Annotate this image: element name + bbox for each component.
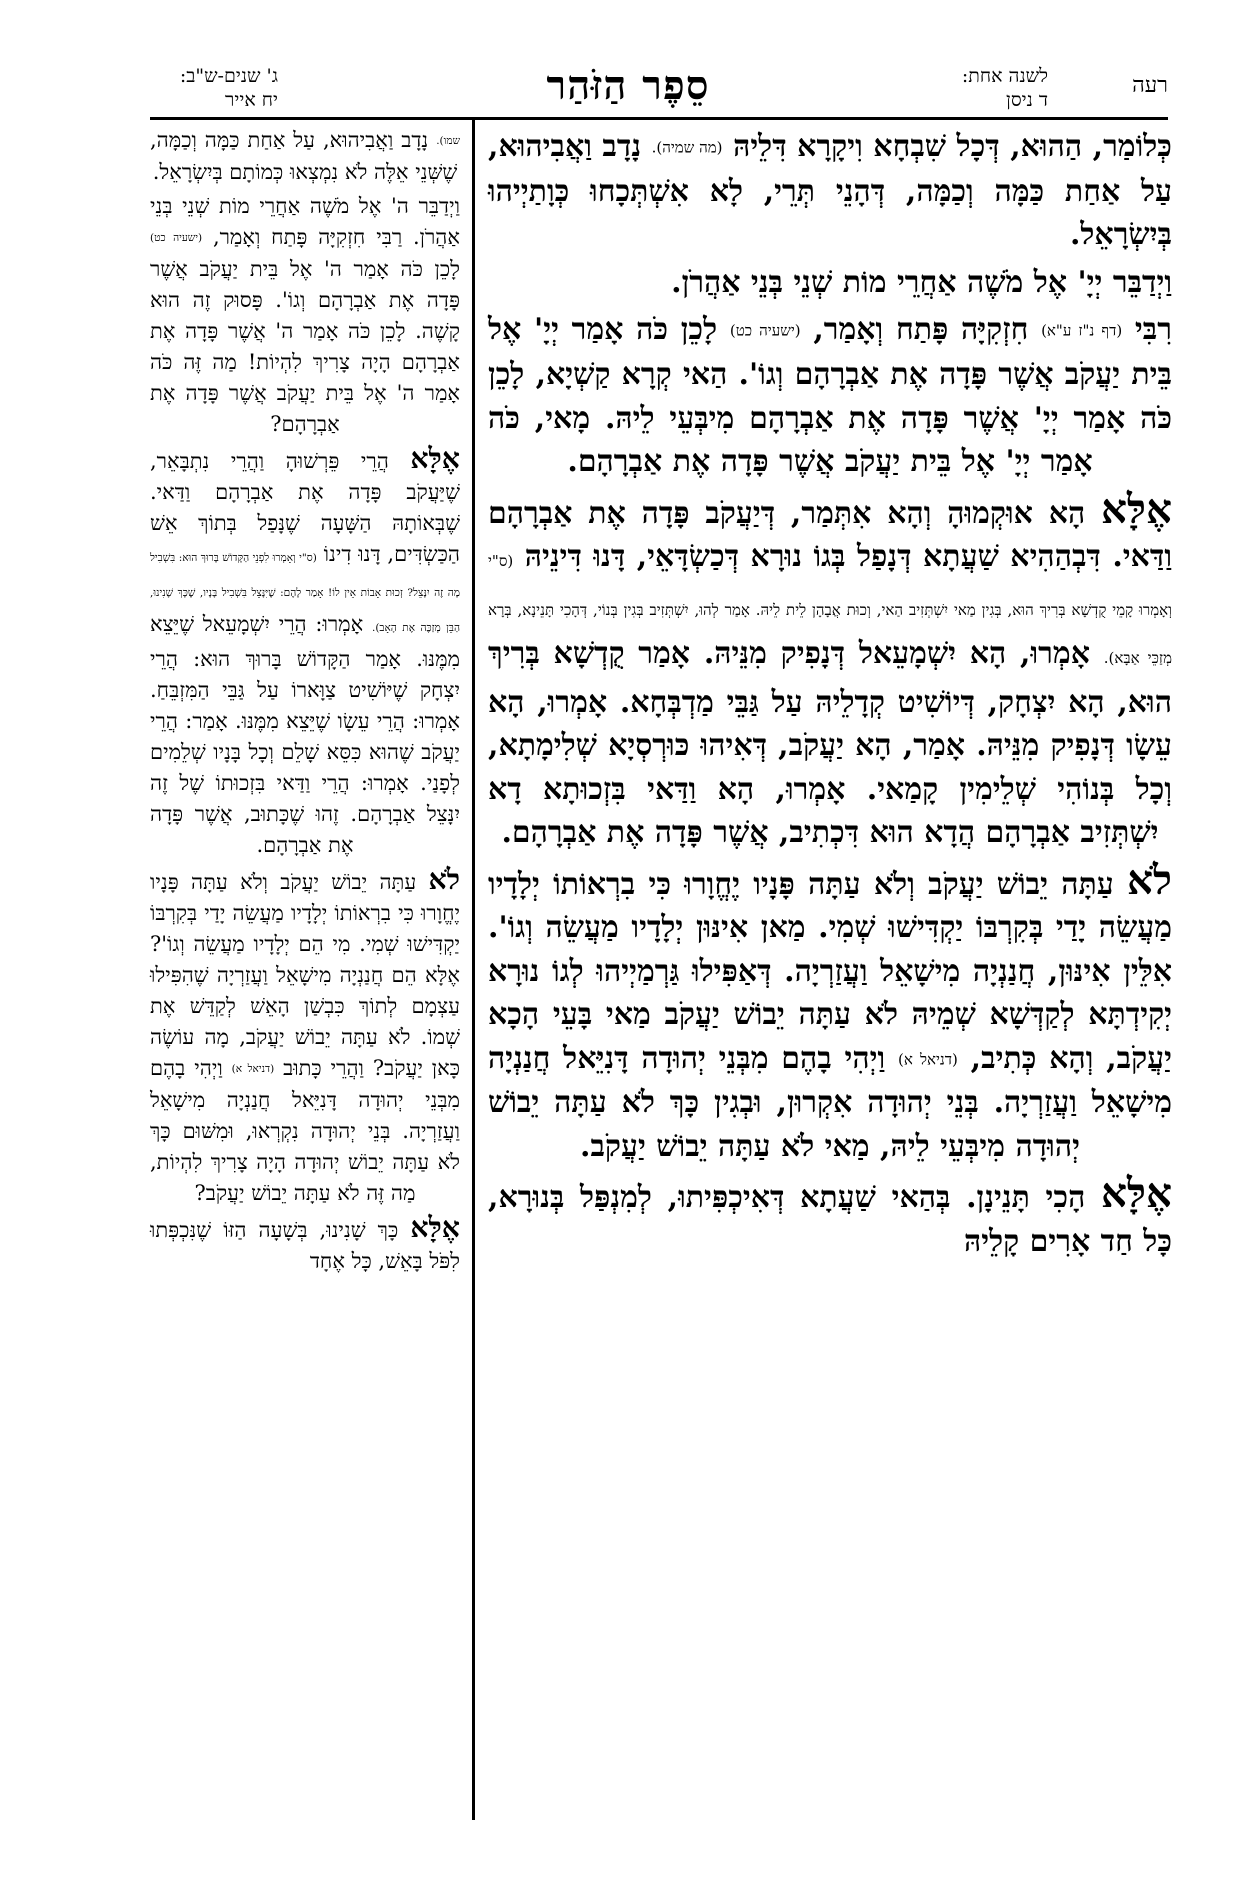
commentary-note: שמו). (436, 135, 460, 147)
opening-word: לֹא (428, 862, 460, 896)
page-reference: (דף נ"ז ע"א) (1041, 321, 1123, 340)
paragraph (150, 443, 460, 861)
opening-word: אֶלָּא (410, 1210, 460, 1244)
verse-source: (דניאל א) (897, 1049, 958, 1068)
paragraph (150, 125, 460, 188)
text: עַתָּה יֵבוֹשׁ יַעֲקֹב וְלֹא עַתָּה פָּנָיו יֶחֱוָרוּ כִּי בִרְאוֹתוֹ יְלָדָיו מַעֲשֵׂה יָדַי בְּקִרְבּוֹ יַקְדִּישׁוּ שְׁמִי. מִי הֵם יְלָדָיו מַעֲשֵׂה וְגוֹ'? אֶלָּא הֵם חֲנַנְיָה מִישָׁאֵל וַעֲזַרְיָה שֶׁהִפִּילוּ עַצְמָם לְתוֹךְ כִּבְשַׁן הָאֵשׁ לְקַדֵּשׁ אֶת שְׁמוֹ. לֹא עַתָּה יֵבוֹשׁ יַעֲקֹב, מָה עוֹשֶׂה כָּאן יַעֲקֹב? וַהֲרֵי כָּתוּב (150, 870, 460, 1080)
text: וַיְהִי בָהֶם מִבְּנֵי יְהוּדָה דָּנִיֵּאל חֲנַנְיָה מִישָׁאֵל וַעֲזַרְיָה. בְּנֵי יְהוּדָה אִקְרוּן, וּבְגִין כָּךְ לֹא עַתָּה יֵבוֹשׁ יְהוּדָה מִיבְּעֵי לֵיהּ, מַאי לֹא עַתָּה יֵבוֹשׁ יַעֲקֹב. (488, 1040, 1172, 1164)
book-title: סֵפֶר הַזֹּהַר (546, 62, 710, 109)
text: כְּלוֹמַר, הַהוּא, דְּכָל שִׁבְחָא וִיקָרָא דִּלֵיהּ (733, 129, 1172, 164)
commentary-note: (ס"י וְאָמְרוּ קָמֵי קֻדְשָׁא בְּרִיךְ הוּא, בְּגִין מַאי יִשְׁתְּזִיב הַאי, וְכוּת אֲבָהָן לֵית לֵיהּ. אָמַר לְהוּ, יִשְׁתְּזִיב בְּגִין בְּנוֹי, דְּהָכִי תָּנֵינָא, בְּרָא מְזַכֵּי אַבָּא). (488, 552, 1172, 667)
text: אָמְרוּ: הֲרֵי יִשְׁמָעֵאל שֶׁיֵּצֵא מִמֶּנּוּ. אָמַר הַקָּדוֹשׁ בָּרוּךְ הוּא: הֲרֵי יִצְחָק שֶׁיּוֹשִׁיט צַוָּארוֹ עַל גַּבֵּי הַמִּזְבֵּחַ. אָמְרוּ: הֲרֵי עֵשָׂו שֶׁיֵּצֵא מִמֶּנּוּ. אָמַר: הֲרֵי יַעֲקֹב שֶׁהוּא כִּסֵּא שָׁלֵם וְכָל בָּנָיו שְׁלֵמִים לְפָנַי. אָמְרוּ: הֲרֵי וַדַּאי בִּזְכוּתוֹ שֶׁל זֶה יִנָּצֵל אַבְרָהָם. זֶהוּ שֶׁכָּתוּב, אֲשֶׁר פָּדָה אֶת אַבְרָהָם. (150, 612, 460, 857)
paragraph (488, 308, 1172, 483)
paragraph (488, 484, 1172, 855)
opening-word: אֶלָּא (1101, 1169, 1172, 1218)
parsha-name: רעה (1132, 73, 1168, 98)
aramaic-text-column (488, 125, 1172, 1267)
paragraph (488, 261, 1172, 305)
schedule-date: ד ניסן (1006, 89, 1048, 111)
text: לָכֵן כֹּה אָמַר ה' אֶל בֵּית יַעֲקֹב אֲשֶׁר פָּדָה אֶת אַבְרָהָם וְגוֹ'. פָּסוּק זֶה הוּא קָשֶׁה. לָכֵן כֹּה אָמַר ה' אֲשֶׁר פָּדָה אֶת אַבְרָהָם הָיָה צָרִיךְ לִהְיוֹת! מַה זֶּה כֹּה אָמַר ה' אֶל בֵּית יַעֲקֹב אֲשֶׁר פָּדָה אֶת אַבְרָהָם? (150, 257, 460, 436)
schedule-label: ג' שנים-ש"ב: (179, 65, 278, 87)
verse-source: (ישעיה כט) (729, 321, 801, 340)
page-header (88, 62, 1168, 122)
paragraph (488, 125, 1172, 257)
text: כָּךְ שָׁנִינוּ, בְּשָׁעָה הַזּוֹ שֶׁנִּכְפְּתוּ לִפֹּל בָּאֵשׁ, כָּל אֶחָד (150, 1218, 460, 1273)
text: וַיְדַבֵּר ה' אֶל מֹשֶׁה אַחֲרֵי מוֹת שְׁנֵי בְּנֵי אַהֲרֹן. רַבִּי חִזְקִיָּה פָּתַח וְאָמַר, (150, 194, 460, 249)
paragraph (150, 1212, 460, 1277)
verse-source: (דניאל א) (231, 1063, 275, 1075)
text: רִבִּי (1134, 312, 1172, 348)
text: הָא אוּקְמוּהָ וְהָא אִתְּמַר, דְּיַעֲקֹב פָּדָה אֶת אַבְרָהָם וַדַּאי. דִּבְהַהִיא שַׁעֲתָא דְּנָפַל בְּגוֹ נוּרָא דְּכַשְׂדָּאֵי, דָּנוּ דִּינֵיהּ (488, 495, 1172, 574)
paragraph (150, 864, 460, 1209)
daily-schedule-three-year (88, 64, 278, 112)
verse-source: (ישעיה כט) (150, 232, 203, 244)
text: חִזְקִיָּה פָּתַח וְאָמַר, (813, 312, 1029, 348)
opening-word: לֹא (1127, 855, 1172, 904)
text: עַתָּה יֵבוֹשׁ יַעֲקֹב וְלֹא עַתָּה פָּנָיו יֶחֱוָרוּ כִּי בִרְאוֹתוֹ יְלָדָיו מַעֲשֵׂה יָדַי בְּקִרְבּוֹ יַקְדִּישׁוּ שְׁמִי. מַאן אִינּוּן יְלָדָיו מַעֲשֵׂה וְגוֹ'. אִלֵּין אִינּוּן, חֲנַנְיָה מִישָׁאֵל וַעֲזַרְיָה. דְּאַפִּילוּ גַּרְמַיְיהוּ לְגוֹ נוּרָא יְקִידְתָּא לְקַדְּשָׁא שְׁמֵיהּ לֹא עַתָּה יֵבוֹשׁ יַעֲקֹב מַאי בָּעֵי הָכָא יַעֲקֹב, וְהָא כְּתִיב, (488, 866, 1172, 1076)
paragraph (488, 1169, 1172, 1263)
text: נָדָב וַאֲבִיהוּא, עַל אַחַת כַּמָּה וְכַמָּה, דְּהָנֵי תְּרֵי, לָא אִשְׁתְּכָחוּ כְּוָתַיְיהוּ בְּיִשְׂרָאֵל. (488, 129, 1172, 253)
text: הֲרֵי פֵּרְשׁוּהָ וַהֲרֵי נִתְבָּאֵר, שֶׁיַּעֲקֹב פָּדָה אֶת אַבְרָהָם וַדַּאי. שֶׁבְּאוֹתָהּ הַשָּׁעָה שֶׁנָּפַל בְּתוֹךְ אֵשׁ הַכַּשְׂדִּים, דָּנוּ דִינוֹ (150, 449, 460, 566)
commentary-note: (ס"י וְאָמְרוּ לִפְנֵי הַקָּדוֹשׁ בָּרוּךְ הוּא: בִּשְׁבִיל מָה זֶה יִנָּצֵל? זְכוּת אָבוֹת אֵין לוֹ! אָמַר לָהֶם: שֶׁיִּנָּצֵל בִּשְׁבִיל בָּנָיו, שֶׁכָּךְ שָׁנִינוּ, הַבֵּן מְזַכֶּה אֶת הָאָב). (150, 552, 460, 634)
schedule-label: לשנה אחת: (961, 65, 1048, 87)
paragraph (150, 191, 460, 440)
text: הָכִי תָּנֵינָן. בְּהַאי שַׁעֲתָא דְּאִיכְפִּיתוּ, לְמִנְפַּל בְּנוּרָא, כָּל חַד אָרִים קָלֵיהּ (488, 1180, 1172, 1259)
column-divider (472, 120, 475, 1820)
paragraph (488, 855, 1172, 1169)
text: וַיְהִי בָהֶם מִבְּנֵי יְהוּדָה דָּנִיֵּאל חֲנַנְיָה מִישָׁאֵל וַעֲזַרְיָה. בְּנֵי יְהוּדָה נִקְרְאוּ, וּמִשּׁוּם כָּךְ לֹא עַתָּה יֵבוֹשׁ יְהוּדָה הָיָה צָרִיךְ לִהְיוֹת, מַה זֶּה לֹא עַתָּה יֵבוֹשׁ יַעֲקֹב? (150, 1056, 460, 1205)
header-divider (150, 117, 1168, 120)
text: אָמְרוּ, הָא יִשְׁמָעֵאל דְּנָפִיק מִנֵּיהּ. אָמַר קֻדְשָׁא בְּרִיךְ הוּא, הָא יִצְחָק, דְּיוֹשִׁיט קְדָלֵיהּ עַל גַּבֵּי מַדְבְּחָא. אָמְרוּ, הָא עֵשָׂו דְּנָפִיק מִנֵּיהּ. אָמַר, הָא יַעֲקֹב, דְּאִיהוּ כּוּרְסְיָא שְׁלִימָתָא, וְכָל בְּנוֹהִי שְׁלֵימִין קָמַאי. אָמְרוּ, הָא וַדַּאי בִּזְכוּתָא דָא יִשְׁתְּזִיב אַבְרָהָם הֲדָא הוּא דִּכְתִיב, אֲשֶׁר פָּדָה אֶת אַבְרָהָם. (488, 636, 1172, 850)
text: לָכֵן כֹּה אָמַר יְיָ' אֶל בֵּית יַעֲקֹב אֲשֶׁר פָּדָה אֶת אַבְרָהָם וְגוֹ'. הַאי קְרָא קַשְׁיָא, לָכֵן כֹּה אָמַר יְיָ' אֲשֶׁר פָּדָה אֶת אַבְרָהָם מִיבְּעֵי לֵיהּ. מָאי, כֹּה אָמַר יְיָ' אֶל בֵּית יַעֲקֹב אֲשֶׁר פָּדָה אֶת אַבְרָהָם. (488, 312, 1172, 479)
opening-word: אֶלָּא (410, 441, 460, 475)
text: נָדָב וַאֲבִיהוּא, עַל אַחַת כַּמָּה וְכַמָּה, שֶׁשְּׁנֵי אֵלֶּה לֹא נִמְצְאוּ כְּמוֹתָם בְּיִשְׂרָאֵל. (150, 128, 458, 184)
commentary-note: (מה שמיה). (651, 138, 723, 157)
opening-word: אֶלָּא (1101, 484, 1172, 533)
verse-heading: וַיְדַבֵּר יְיָ' אֶל מֹשֶׁה אַחֲרֵי מוֹת שְׁנֵי בְּנֵי אַהֲרֹן. (671, 264, 1172, 300)
schedule-date: יח אייר (225, 89, 278, 111)
hebrew-translation-column (150, 125, 460, 1280)
